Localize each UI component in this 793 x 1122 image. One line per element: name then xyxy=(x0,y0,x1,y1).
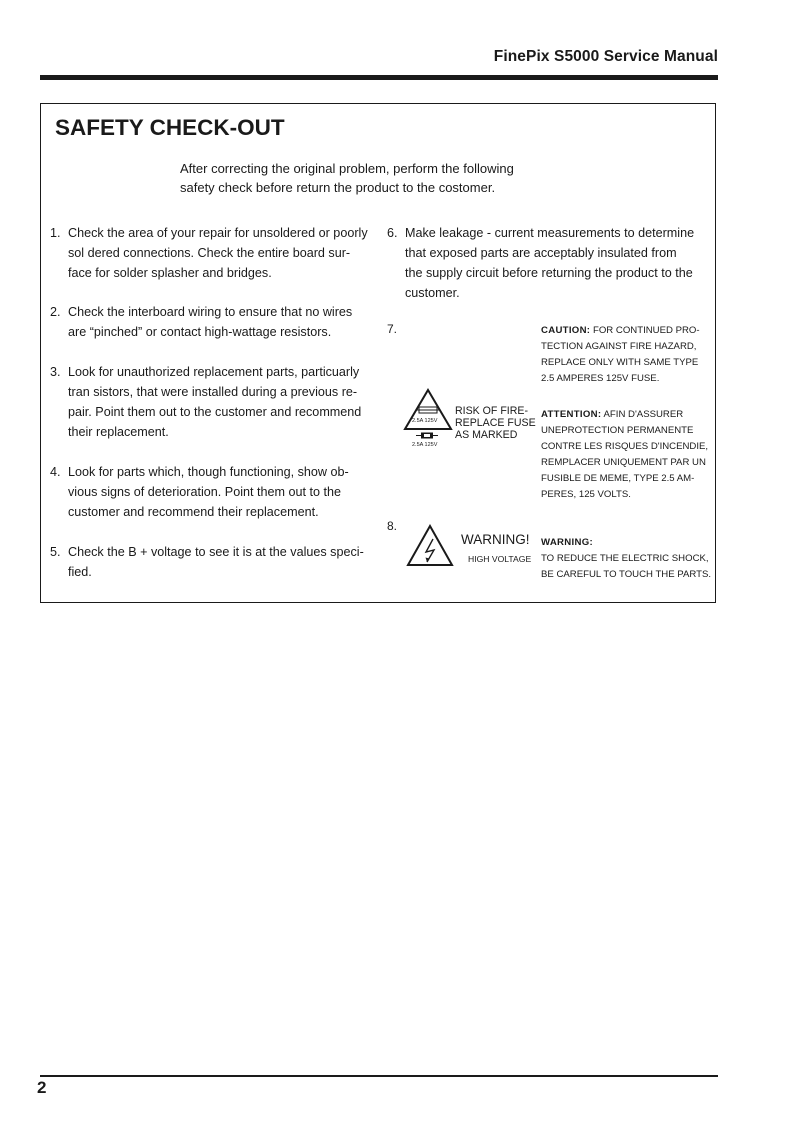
item-7-number: 7. xyxy=(387,322,398,336)
item-number: 6. xyxy=(387,226,398,240)
caution-line: TECTION AGAINST FIRE HAZARD, xyxy=(541,341,697,352)
high-voltage-icon xyxy=(406,524,454,568)
intro-line: safety check before return the product to the costomer. xyxy=(180,180,496,195)
item-number: 5. xyxy=(50,545,61,559)
attention-line: REMPLACER UNIQUEMENT PAR UN xyxy=(541,457,706,468)
item-line: customer. xyxy=(405,286,460,300)
item-line: sol dered connections. Check the entire board sur- xyxy=(68,246,351,260)
attention-text xyxy=(541,407,708,503)
caution-line: REPLACE ONLY WITH SAME TYPE xyxy=(541,357,699,368)
fuse-risk-line: REPLACE FUSE xyxy=(455,417,536,429)
attention-line: AFIN D'ASSURER xyxy=(603,409,684,420)
warning-text xyxy=(541,535,711,583)
fuse-risk-line: AS MARKED xyxy=(455,429,518,441)
item-line: their replacement. xyxy=(68,425,169,439)
warning-heading: WARNING! xyxy=(461,532,530,547)
page-number: 2 xyxy=(37,1078,47,1097)
item-line: Look for unauthorized replacement parts, particuarly xyxy=(68,365,360,379)
item-line: Check the area of your repair for unsoldered or poorly xyxy=(68,226,368,240)
intro-line: After correcting the original problem, perform the following xyxy=(180,161,514,176)
caution-line: 2.5 AMPERES 125V FUSE. xyxy=(541,373,660,384)
item-8-number: 8. xyxy=(387,519,398,533)
caution-label: CAUTION: xyxy=(541,325,591,336)
item-line: pair. Point them out to the customer and recommend xyxy=(68,405,362,419)
warning-line: BE CAREFUL TO TOUCH THE PARTS. xyxy=(541,569,712,580)
warning-line: TO REDUCE THE ELECTRIC SHOCK, xyxy=(541,553,709,564)
attention-line: PERES, 125 VOLTS. xyxy=(541,489,631,500)
fuse-risk-text xyxy=(455,405,536,441)
caution-text xyxy=(541,323,700,387)
item-number: 3. xyxy=(50,365,61,379)
item-line: customer and recommend their replacement. xyxy=(68,505,319,519)
item-line: are “pinched” or contact high-wattage resistors. xyxy=(68,325,332,339)
item-line: vious signs of deterioration. Point them out to the xyxy=(68,485,342,499)
item-line: that exposed parts are acceptably insulated from xyxy=(405,246,677,260)
item-number: 1. xyxy=(50,226,61,240)
fuse-warning-icon xyxy=(403,388,453,432)
attention-line: FUSIBLE DE MEME, TYPE 2.5 AM- xyxy=(541,473,695,484)
fuse-rating-inner: 2.5A 125V xyxy=(412,418,438,424)
fuse-symbol-icon xyxy=(416,432,438,439)
header-rule xyxy=(40,75,718,80)
warning-label: WARNING: xyxy=(541,537,593,548)
caution-line: FOR CONTINUED PRO- xyxy=(592,325,700,336)
fuse-risk-line: RISK OF FIRE- xyxy=(455,405,528,417)
attention-line: UNEPROTECTION PERMANENTE xyxy=(541,425,694,436)
item-number: 4. xyxy=(50,465,61,479)
item-line: fied. xyxy=(68,565,92,579)
item-number: 2. xyxy=(50,305,61,319)
item-line: face for solder splasher and bridges. xyxy=(68,266,272,280)
item-line: Look for parts which, though functioning, show ob- xyxy=(68,465,349,479)
item-line: Check the interboard wiring to ensure that no wires xyxy=(68,305,353,319)
item-line: the supply circuit before returning the product to the xyxy=(405,266,693,280)
attention-line: CONTRE LES RISQUES D'INCENDIE, xyxy=(541,441,709,452)
item-line: tran sistors, that were installed during a previous re- xyxy=(68,385,358,399)
item-line: Make leakage - current measurements to determine xyxy=(405,226,695,240)
intro-text xyxy=(180,159,600,197)
section-title: SAFETY CHECK-OUT xyxy=(55,115,285,140)
attention-label: ATTENTION: xyxy=(541,409,602,420)
high-voltage-label: HIGH VOLTAGE xyxy=(468,554,532,564)
fuse-rating-below: 2.5A 125V xyxy=(412,442,438,448)
item-line: Check the B + voltage to see it is at the values speci- xyxy=(68,545,364,559)
footer-rule xyxy=(40,1075,718,1077)
manual-title: FinePix S5000 Service Manual xyxy=(493,48,718,65)
